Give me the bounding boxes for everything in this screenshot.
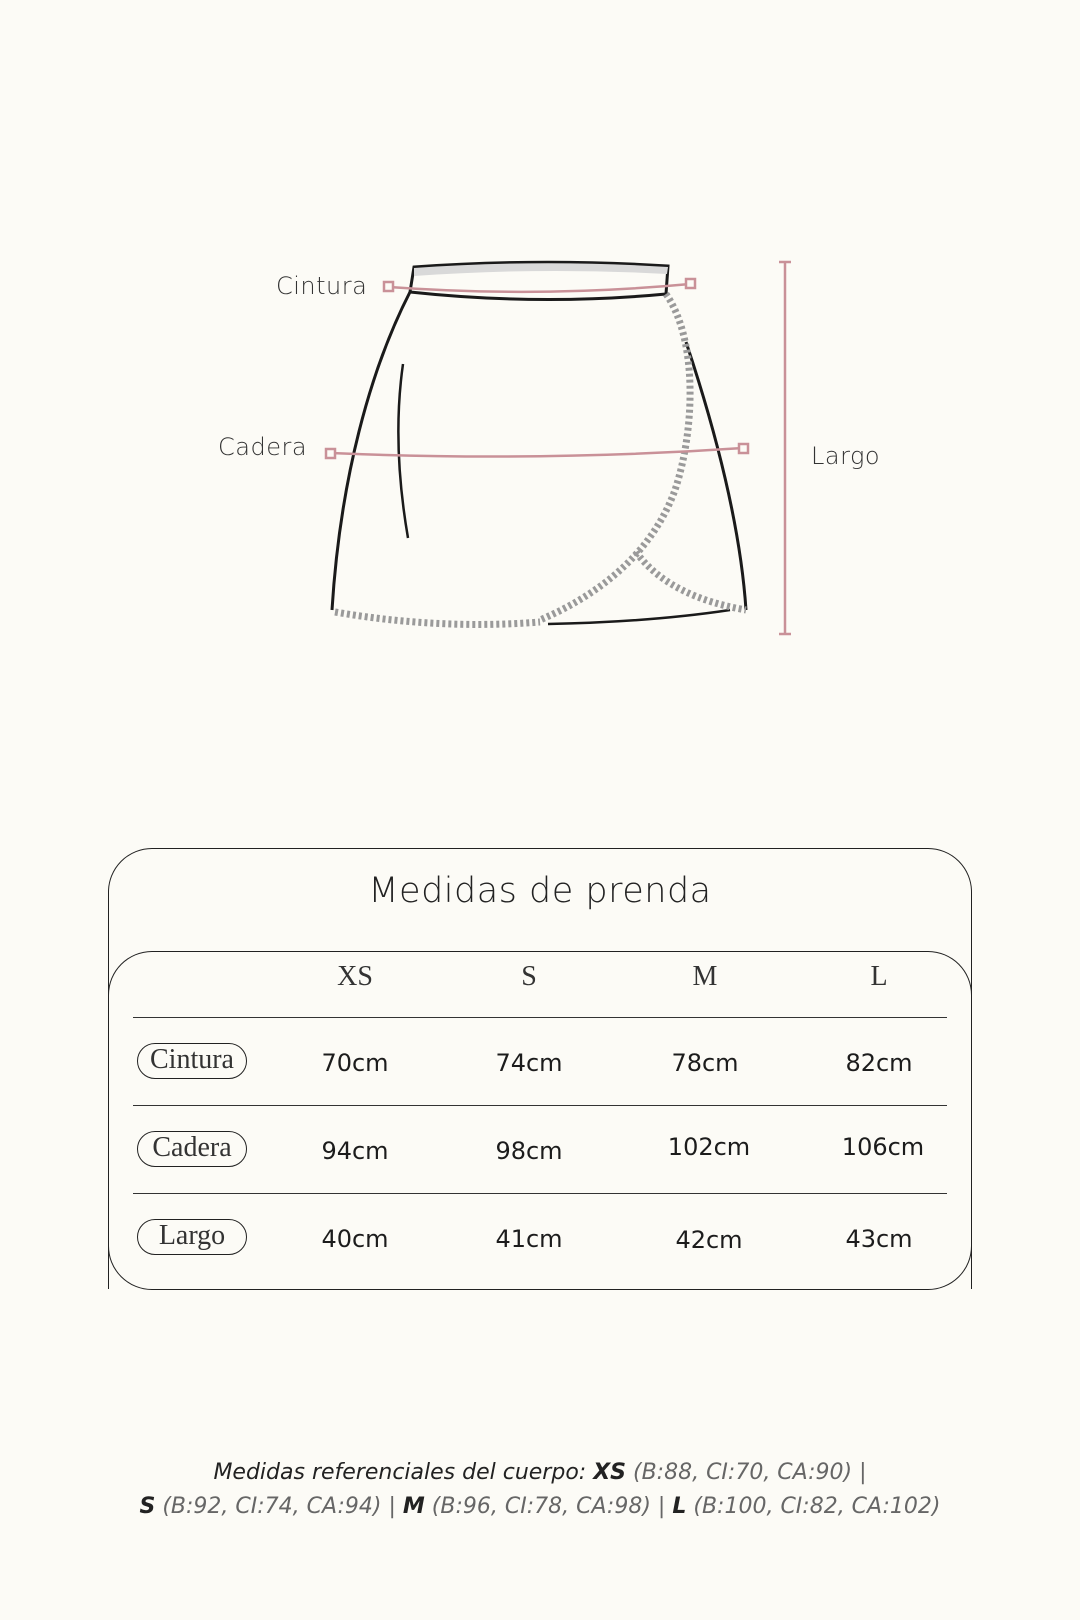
- table-divider: [133, 1105, 947, 1106]
- cell-hip-xs: 94cm: [321, 1137, 389, 1165]
- cell-length-m: 42cm: [675, 1226, 743, 1254]
- footer-detail-xs: (B:88, CI:70, CA:90): [633, 1460, 853, 1485]
- cell-waist-l: 82cm: [845, 1049, 913, 1077]
- cell-hip-s: 98cm: [495, 1137, 563, 1165]
- cell-length-l: 43cm: [845, 1225, 913, 1253]
- footer-line-2: S (B:92, CI:74, CA:94) | M (B:96, CI:78, CA:98) | L (B:100, CI:82, CA:102): [139, 1494, 941, 1519]
- size-header-m: M: [692, 961, 718, 992]
- length-label: Largo: [811, 442, 881, 470]
- footer-line-1: Medidas referenciales del cuerpo: XS (B:88, CI:70, CA:90) |: [213, 1460, 867, 1485]
- measurements-card: [108, 848, 972, 1290]
- cell-hip-l: 106cm: [841, 1133, 925, 1161]
- waist-label: Cintura: [276, 272, 368, 300]
- cell-hip-m: 102cm: [667, 1133, 751, 1161]
- row-label-hip: Cadera: [137, 1131, 247, 1167]
- cell-waist-xs: 70cm: [321, 1049, 389, 1077]
- cell-waist-s: 74cm: [495, 1049, 563, 1077]
- size-header-s: S: [521, 961, 537, 992]
- skirt-diagram: [0, 0, 1080, 700]
- body-reference-note: [0, 1456, 1080, 1524]
- footer-detail-l: (B:100, CI:82, CA:102): [693, 1494, 941, 1519]
- size-header-xs: XS: [337, 961, 373, 992]
- waistband: [410, 262, 668, 299]
- footer-size-s: S: [139, 1494, 156, 1519]
- cell-length-s: 41cm: [495, 1225, 563, 1253]
- table-divider: [133, 1017, 947, 1018]
- cell-length-xs: 40cm: [321, 1225, 389, 1253]
- skirt-illustration: [0, 0, 1080, 700]
- footer-detail-m: (B:96, CI:78, CA:98): [431, 1494, 651, 1519]
- table-divider: [133, 1193, 947, 1194]
- cell-waist-m: 78cm: [671, 1049, 739, 1077]
- skirt-body: [332, 292, 746, 624]
- row-label-length: Largo: [137, 1219, 247, 1255]
- footer-intro: Medidas referenciales del cuerpo: [213, 1460, 579, 1485]
- footer-size-l: L: [672, 1494, 687, 1519]
- table-title: Medidas de prenda: [368, 871, 712, 911]
- hip-label: Cadera: [218, 433, 308, 461]
- size-header-l: L: [870, 961, 888, 992]
- length-measure-line: [779, 262, 791, 634]
- footer-size-xs: XS: [593, 1460, 626, 1485]
- footer-size-m: M: [402, 1494, 425, 1519]
- footer-detail-s: (B:92, CI:74, CA:94): [162, 1494, 382, 1519]
- row-label-waist: Cintura: [137, 1043, 247, 1079]
